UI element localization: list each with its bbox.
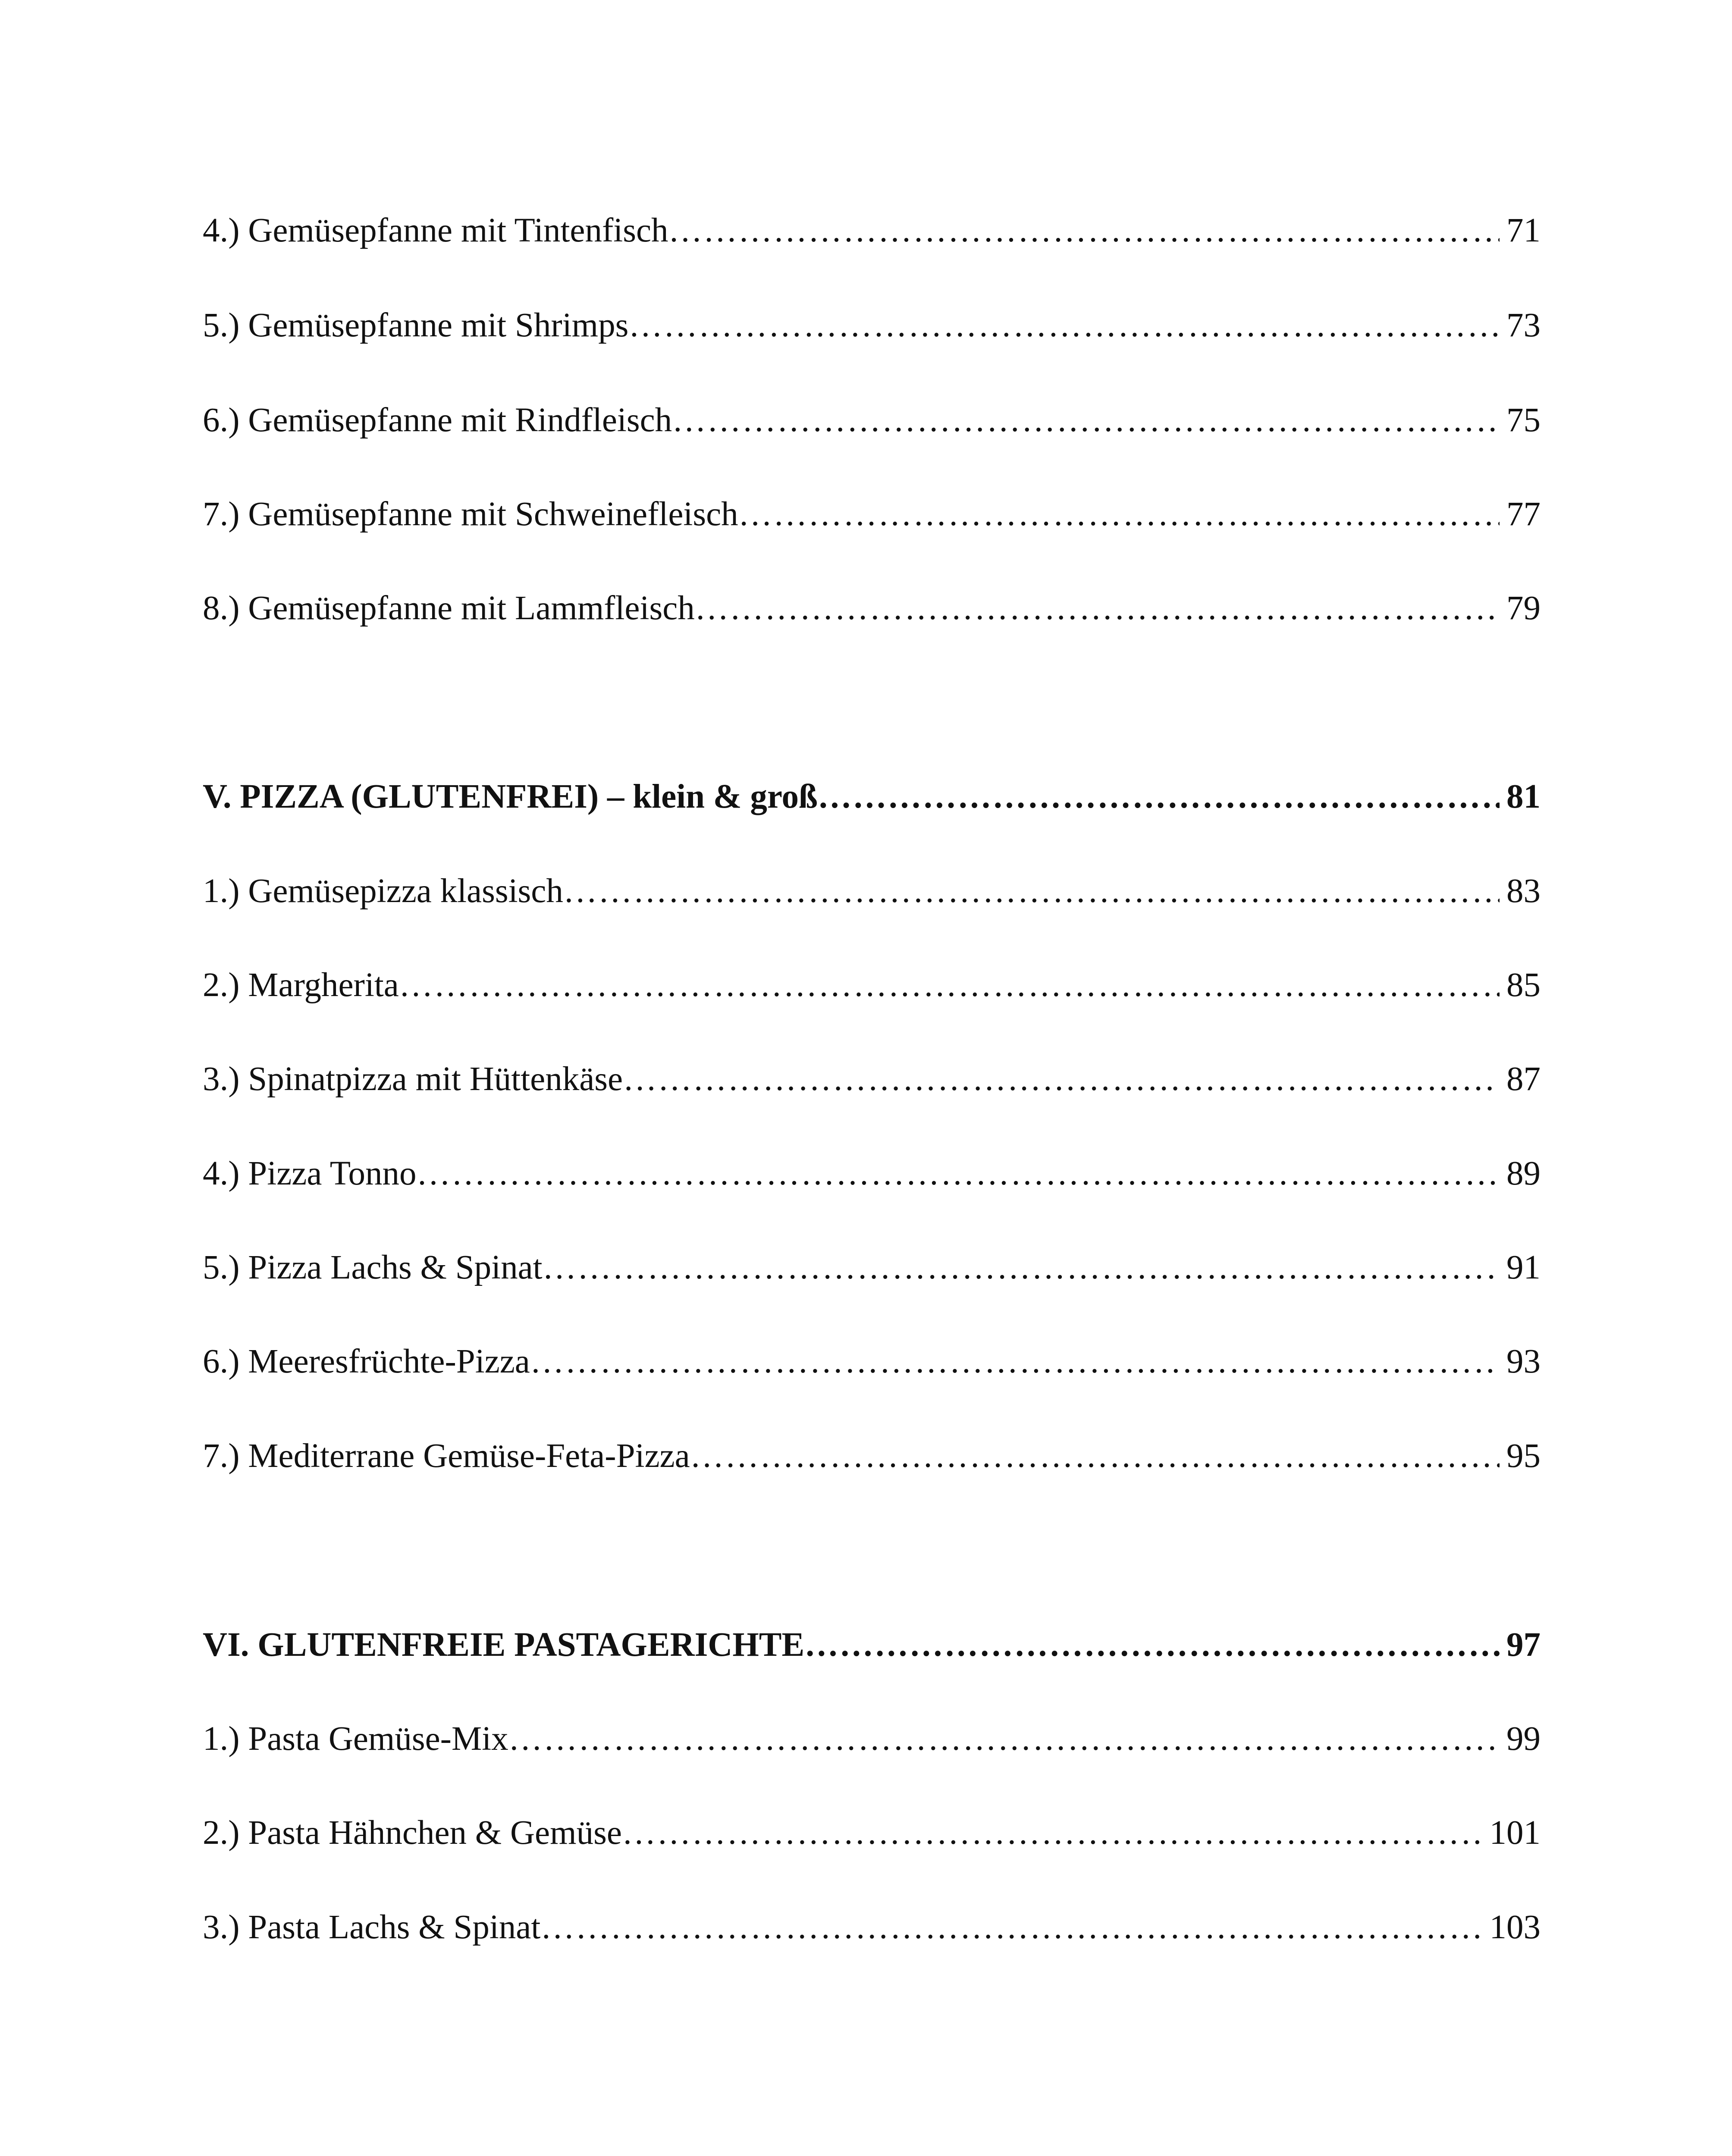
toc-page-number: 89 [1506,1155,1541,1192]
toc-page-number: 75 [1506,401,1541,439]
dot-leader [622,1809,1483,1857]
dot-leader [543,1244,1500,1291]
dot-leader [695,585,1500,632]
toc-heading-label: V. PIZZA (GLUTENFREI) – klein & groß [203,778,818,815]
toc-page-number: 71 [1506,212,1541,249]
toc-entry[interactable] [203,397,1541,444]
toc-page-number: 87 [1506,1060,1541,1098]
toc-page-number: 99 [1506,1720,1541,1758]
toc-entry[interactable] [203,1150,1541,1197]
toc-heading-label: VI. GLUTENFREIE PASTAGERICHTE [203,1626,805,1664]
toc-page-number: 91 [1506,1249,1541,1286]
toc-entry[interactable] [203,1904,1541,1951]
toc-page-number: 95 [1506,1437,1541,1475]
toc-page-number: 79 [1506,589,1541,627]
toc-entry-label: 8.) Gemüsepfanne mit Lammfleisch [203,589,695,627]
toc-page-number: 93 [1506,1343,1541,1380]
toc-entry-label: 3.) Spinatpizza mit Hüttenkäse [203,1060,623,1098]
dot-leader [623,1056,1500,1103]
toc-entry-label: 6.) Gemüsepfanne mit Rindfleisch [203,401,672,439]
toc-page-number: 73 [1506,307,1541,344]
toc-entry[interactable] [203,1056,1541,1103]
toc-entry-label: 1.) Pasta Gemüse-Mix [203,1720,508,1758]
toc-entry[interactable] [203,1809,1541,1857]
toc-entry-label: 7.) Mediterrane Gemüse-Feta-Pizza [203,1437,690,1475]
dot-leader [690,1432,1500,1480]
toc-page-number: 81 [1506,778,1541,815]
dot-leader [563,868,1500,915]
toc-entry[interactable] [203,1244,1541,1291]
dot-leader [672,397,1500,444]
toc-entry-label: 2.) Margherita [203,966,399,1004]
toc-entry[interactable] [203,585,1541,632]
dot-leader [668,207,1500,254]
dot-leader [804,1621,1500,1669]
toc-entry[interactable] [203,491,1541,538]
dot-leader [530,1338,1500,1385]
dot-leader [508,1715,1500,1763]
toc-section-heading[interactable] [203,1621,1541,1669]
toc-page-number: 103 [1489,1908,1541,1946]
toc-entry-label: 5.) Gemüsepfanne mit Shrimps [203,307,629,344]
toc-entry-label: 6.) Meeresfrüchte-Pizza [203,1343,530,1380]
toc-entry[interactable] [203,868,1541,915]
dot-leader [540,1904,1482,1951]
dot-leader [628,302,1500,349]
toc-page-number: 101 [1489,1814,1541,1852]
toc-entry-label: 5.) Pizza Lachs & Spinat [203,1249,543,1286]
toc-entry[interactable] [203,962,1541,1009]
toc-entry-label: 3.) Pasta Lachs & Spinat [203,1908,541,1946]
toc-entry[interactable] [203,1432,1541,1480]
toc-entry[interactable] [203,207,1541,254]
toc-page-number: 83 [1506,872,1541,910]
dot-leader [399,962,1500,1009]
toc-entry-label: 7.) Gemüsepfanne mit Schweinefleisch [203,495,738,533]
toc-page-number: 85 [1506,966,1541,1004]
toc-page-number: 77 [1506,495,1541,533]
toc-entry[interactable] [203,1338,1541,1385]
toc-entry-label: 4.) Pizza Tonno [203,1155,417,1192]
toc-entry[interactable] [203,302,1541,349]
dot-leader [738,491,1500,538]
toc-entry-label: 1.) Gemüsepizza klassisch [203,872,563,910]
toc-entry-label: 4.) Gemüsepfanne mit Tintenfisch [203,212,668,249]
toc-page-number: 97 [1506,1626,1541,1664]
toc-section-heading[interactable] [203,773,1541,821]
dot-leader [416,1150,1500,1197]
dot-leader [818,773,1500,821]
toc-entry[interactable] [203,1715,1541,1763]
toc-entry-label: 2.) Pasta Hähnchen & Gemüse [203,1814,622,1852]
